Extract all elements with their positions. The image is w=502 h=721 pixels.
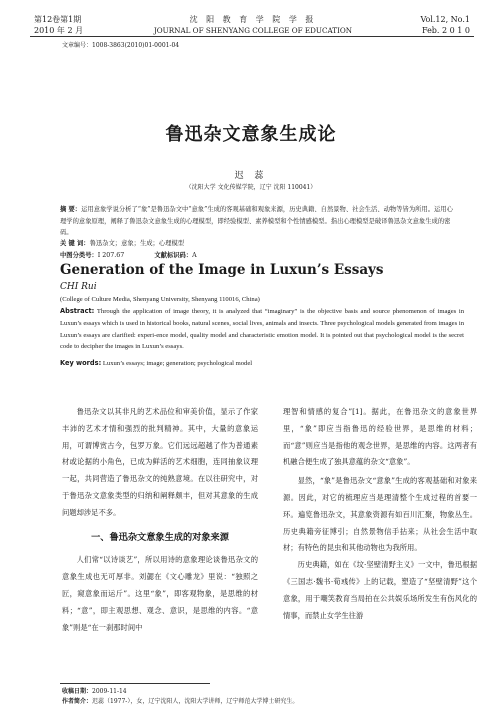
header-left <box>34 14 83 36</box>
keywords-cn-text: 鲁迅杂文；意象；生成；心理模型 <box>89 240 185 247</box>
abstract-cn <box>60 204 458 239</box>
vol-en: Vol.12, No.1 <box>420 15 470 24</box>
received-label: 收稿日期： <box>62 688 93 695</box>
doccode-cn-label: 文献标识码： <box>154 252 193 259</box>
issue-cn: 第12卷第1期 <box>34 15 82 24</box>
footnote-rule <box>60 683 210 684</box>
header-right <box>420 14 470 36</box>
keywords-cn <box>60 238 458 250</box>
received-date <box>62 687 298 697</box>
footnotes <box>62 687 298 707</box>
body-left-p2: 人们常“以诗谈艺”，所以用诗的意象理论谈鲁迅杂文的意象生成也无可厚非。刘勰在《文心雕龙》里说：“独照之匠，窥意象而运斤”。这里“象”，即客观物象，是思维的材料；“意”，即主观思想、观念、意识，是思维的内容。“意象”则是“在一刹那时间中 <box>62 555 258 632</box>
section-title: 一、鲁迅杂文意象生成的对象来源 <box>91 531 229 543</box>
body-right-column <box>283 404 477 624</box>
author-en: CHI Rui <box>60 282 97 292</box>
date-cn: 2010 年 2 月 <box>34 26 84 35</box>
received-value: 2009-11-14 <box>92 688 127 695</box>
date-en: Feb. 2 0 1 0 <box>421 26 470 35</box>
keywords-en <box>60 358 464 370</box>
affiliation-en: (College of Culture Media, Shenyang University, Shenyang 110016, China) <box>60 296 260 303</box>
bio-label: 作者简介： <box>62 698 93 705</box>
author-bio <box>62 697 298 707</box>
doccode-cn-text: A <box>192 252 197 259</box>
class-cn-text: I 207.67 <box>97 252 125 259</box>
abstract-cn-text: 运用意象学说分析了“象”是鲁迅杂文中“意象”生成的客观基础和观象来源，历史典籍、自然景物、社会生活、动物等皆为所用。运用心理学的意象原理，阐释了鲁迅杂文意象生成的心理模型，即经验模型、素养模型和个性情感模型。指出心理模型是破译鲁迅杂文意象生成的密码。 <box>60 206 453 236</box>
keywords-en-text: Luxun’s essays; image; generation; psychological model <box>101 360 253 367</box>
abstract-en <box>60 306 464 353</box>
page-title: 鲁迅杂文意象生成论 <box>165 124 337 145</box>
keywords-cn-label: 关 键 词： <box>60 240 90 247</box>
body-left-column <box>62 404 258 636</box>
abstract-en-label: Abstract: <box>60 307 95 315</box>
author-cn: 迟 蕊 <box>234 171 268 181</box>
bio-value: 迟蕊（1977-），女，辽宁沈阳人，沈阳大学讲师，辽宁师范大学博士研究生。 <box>92 698 299 705</box>
journal-en: JOURNAL OF SHENYANG COLLEGE OF EDUCATION <box>153 26 353 35</box>
title-en: Generation of the Image in Luxun’s Essays <box>60 262 384 278</box>
abstract-cn-label: 摘 要： <box>60 206 82 213</box>
classification-cn <box>60 250 197 262</box>
keywords-en-label: Key words: <box>60 359 102 367</box>
article-number: 文章编号：1008-3863(2010)01-0001-04 <box>62 42 180 49</box>
class-cn-label: 中图分类号： <box>60 252 98 259</box>
body-right-p1: 理智和情感的复合”[1]。据此，在鲁迅杂文的意象世界里，“象”即应当指鲁迅的经验世界，是思维的材料；而“意”则应当是指他的观念世界，是思维的内容。这两者有机融合便生成了独具意蕴的杂文“意象”。 <box>283 407 477 467</box>
abstract-en-text: Through the application of image theory, it is analyzed that “imaginary” is the objective basis and source phenomenon of images in Luxun’s essays which is used in historical books, natural scenes, social lives, animals and insects. Three psychological models generated from images in Luxun’s essays are clarified: experi-ence model, quality model and characteristic emotion model. It is pointed out that psychological model is the secret code to decipher the images in Luxun’s essays. <box>60 308 464 351</box>
body-right-p3: 历史典籍，如在《坟·坚壁清野主义》一文中，鲁迅根据《三国志·魏书·荀彧传》上的记载，塑造了“坚壁清野”这个意象，用于嘲笑教育当局拍在公共娱乐场所发生有伤风化的情事，而禁止女学生往游 <box>283 560 477 620</box>
header-center <box>118 14 388 36</box>
body-right-p2: 显然，“象”是鲁迅杂文“意象”生成的客观基础和对象来源。因此，对它的梳理应当是理清整个生成过程的首要一环。遍览鲁迅杂文，其意象资源有如百川汇聚，物象丛生。历史典籍旁征博引；自然景物信手拈来；从社会生活中取材；有特色的昆虫和其他动物也为我所用。 <box>283 476 477 553</box>
body-left-p1: 鲁迅杂文以其非凡的艺术品位和审美价值，显示了作家丰沛的艺术才情和强烈的批判精神。其中，大量的意象运用，可谓博赏古今，包罗万象。它们远远超越了作为普通素材或论据的小角色，已成为鲜活的艺术细胞，连同抽象议理一起，共同营造了鲁迅杂文的纯熟意境。在以往研究中，对于鲁迅杂文意象类型的归纳和阐释颇丰，但对其意象的生成问题却涉足不多。 <box>62 407 258 517</box>
journal-cn: 沈 阳 教 育 学 院 学 报 <box>189 15 317 24</box>
header-rule <box>30 36 474 37</box>
affiliation-cn: （沈阳大学 文化传媒学院，辽宁 沈阳 110041） <box>185 184 317 191</box>
